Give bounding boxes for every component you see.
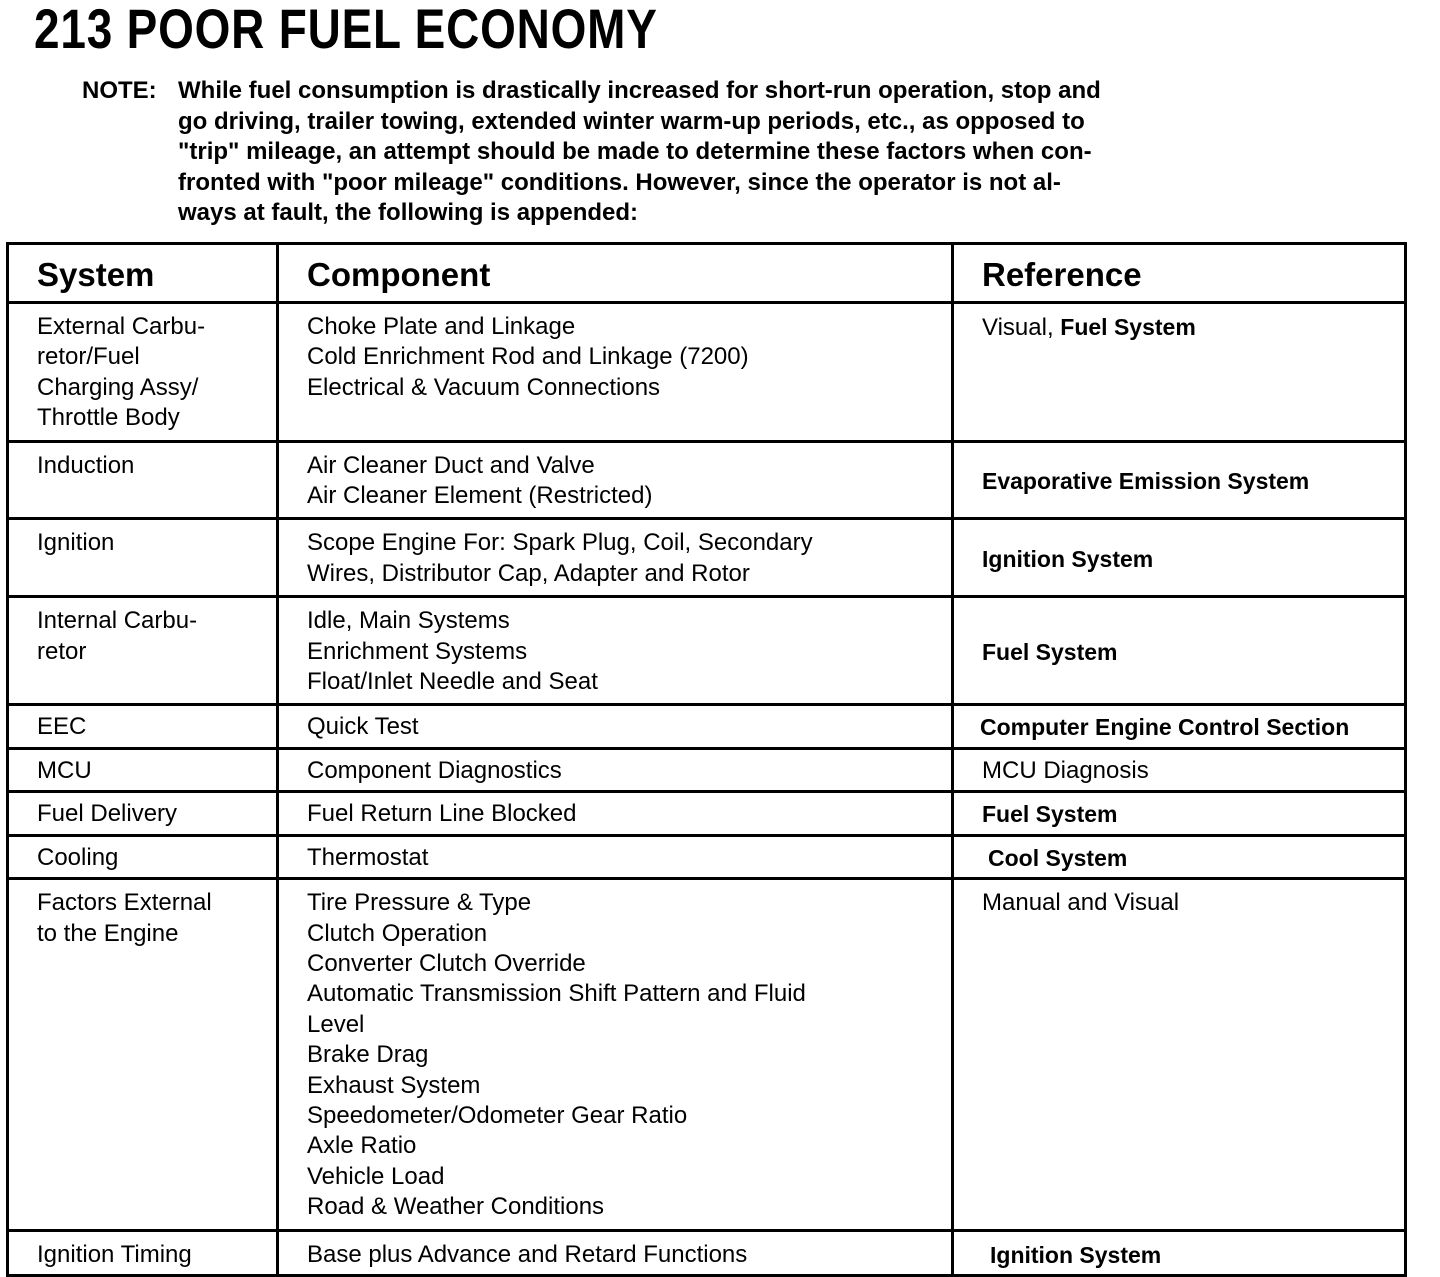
component-line: Brake Drag xyxy=(307,1041,429,1069)
table-row xyxy=(8,879,1406,1230)
component-line: Scope Engine For: Spark Plug, Coil, Secondary xyxy=(307,529,813,557)
reference-cell: MCU Diagnosis xyxy=(953,748,1406,791)
component-cell xyxy=(278,835,953,878)
system-line: Charging Assy/ xyxy=(37,373,199,401)
reference-cell: Fuel System xyxy=(953,597,1406,705)
component-line: Exhaust System xyxy=(307,1071,481,1099)
note-text xyxy=(178,76,1322,229)
note-line: fronted with "poor mileage" conditions. However, since the operator is not al- xyxy=(178,168,1061,196)
system-line: EEC xyxy=(37,713,87,741)
component-line: Speedometer/Odometer Gear Ratio xyxy=(307,1101,688,1129)
component-line: Air Cleaner Element (Restricted) xyxy=(307,482,653,510)
header-system: System xyxy=(8,244,278,303)
table-row xyxy=(8,748,1406,791)
component-cell xyxy=(278,519,953,597)
system-line: Ignition Timing xyxy=(37,1240,192,1268)
table-row xyxy=(8,705,1406,748)
system-cell xyxy=(8,1230,278,1275)
component-line: Base plus Advance and Retard Functions xyxy=(307,1240,748,1268)
component-line: Electrical & Vacuum Connections xyxy=(307,373,661,401)
component-line: Axle Ratio xyxy=(307,1132,417,1160)
component-line: Vehicle Load xyxy=(307,1162,445,1190)
component-cell xyxy=(278,879,953,1230)
system-line: Throttle Body xyxy=(37,404,180,432)
component-line: Idle, Main Systems xyxy=(307,607,510,635)
diagnosis-table-container xyxy=(6,242,1404,1277)
note-line: ways at fault, the following is appended: xyxy=(178,199,639,226)
component-line: Converter Clutch Override xyxy=(307,949,586,977)
component-line: Quick Test xyxy=(307,713,419,741)
system-line: Factors External xyxy=(37,889,212,917)
table-row xyxy=(8,792,1406,835)
reference-cell xyxy=(953,303,1406,442)
header-component: Component xyxy=(278,244,953,303)
component-line: Fuel Return Line Blocked xyxy=(307,800,577,828)
component-line: Clutch Operation xyxy=(307,919,488,947)
component-line: Enrichment Systems xyxy=(307,637,528,665)
component-line: Cold Enrichment Rod and Linkage (7200) xyxy=(307,343,749,371)
system-line: to the Engine xyxy=(37,919,179,947)
table-row xyxy=(8,835,1406,878)
table-row xyxy=(8,1230,1406,1275)
component-cell xyxy=(278,792,953,835)
table-row xyxy=(8,441,1406,519)
table-row xyxy=(8,303,1406,442)
page-title: 213 POOR FUEL ECONOMY xyxy=(34,0,658,60)
component-line: Level xyxy=(307,1010,365,1038)
component-cell xyxy=(278,597,953,705)
table-header-row xyxy=(8,244,1406,303)
component-line: Automatic Transmission Shift Pattern and Fluid xyxy=(307,980,806,1008)
reference-cell: Evaporative Emission System xyxy=(953,441,1406,519)
system-line: Induction xyxy=(37,451,135,479)
system-line: MCU xyxy=(37,756,92,784)
system-line: Internal Carbu- xyxy=(37,607,198,635)
system-line: Ignition xyxy=(37,529,115,557)
component-cell xyxy=(278,748,953,791)
component-line: Thermostat xyxy=(307,843,429,871)
component-line: Choke Plate and Linkage xyxy=(307,313,576,340)
system-line: External Carbu- xyxy=(37,313,206,340)
table-row xyxy=(8,519,1406,597)
system-cell xyxy=(8,705,278,748)
system-line: retor xyxy=(37,637,87,665)
reference-separator: , xyxy=(1046,314,1061,341)
component-line: Wires, Distributor Cap, Adapter and Rotor xyxy=(307,559,750,587)
note-line: "trip" mileage, an attempt should be made to determine these factors when con- xyxy=(178,138,1092,165)
component-cell xyxy=(278,441,953,519)
reference-cell: Ignition System xyxy=(953,519,1406,597)
component-line: Float/Inlet Needle and Seat xyxy=(307,668,598,696)
note-line: While fuel consumption is drastically increased for short-run operation, stop and xyxy=(178,77,1101,104)
header-reference: Reference xyxy=(953,244,1406,303)
component-cell xyxy=(278,303,953,442)
diagnosis-table xyxy=(6,242,1407,1277)
system-cell xyxy=(8,441,278,519)
note-block xyxy=(82,76,1322,229)
component-cell xyxy=(278,1230,953,1275)
note-line: go driving, trailer towing, extended winter warm-up periods, etc., as opposed to xyxy=(178,107,1085,135)
system-cell xyxy=(8,835,278,878)
system-cell xyxy=(8,519,278,597)
reference-plain: Visual xyxy=(982,314,1047,341)
system-cell xyxy=(8,303,278,442)
note-label: NOTE: xyxy=(82,77,157,104)
system-line: Fuel Delivery xyxy=(37,800,178,828)
reference-cell: Fuel System xyxy=(953,792,1406,835)
reference-bold: Fuel System xyxy=(1060,314,1196,340)
system-cell xyxy=(8,597,278,705)
system-line: Cooling xyxy=(37,843,119,871)
reference-cell: Ignition System xyxy=(953,1230,1406,1275)
reference-cell: Cool System xyxy=(953,835,1406,878)
component-line: Air Cleaner Duct and Valve xyxy=(307,451,595,479)
component-line: Component Diagnostics xyxy=(307,756,562,784)
reference-cell: Manual and Visual xyxy=(953,879,1406,1230)
system-line: retor/Fuel xyxy=(37,343,140,371)
table-row xyxy=(8,597,1406,705)
system-cell xyxy=(8,792,278,835)
component-line: Road & Weather Conditions xyxy=(307,1193,605,1221)
system-cell xyxy=(8,879,278,1230)
component-line: Tire Pressure & Type xyxy=(307,889,532,917)
system-cell xyxy=(8,748,278,791)
component-cell xyxy=(278,705,953,748)
reference-cell: Computer Engine Control Section xyxy=(953,705,1406,748)
